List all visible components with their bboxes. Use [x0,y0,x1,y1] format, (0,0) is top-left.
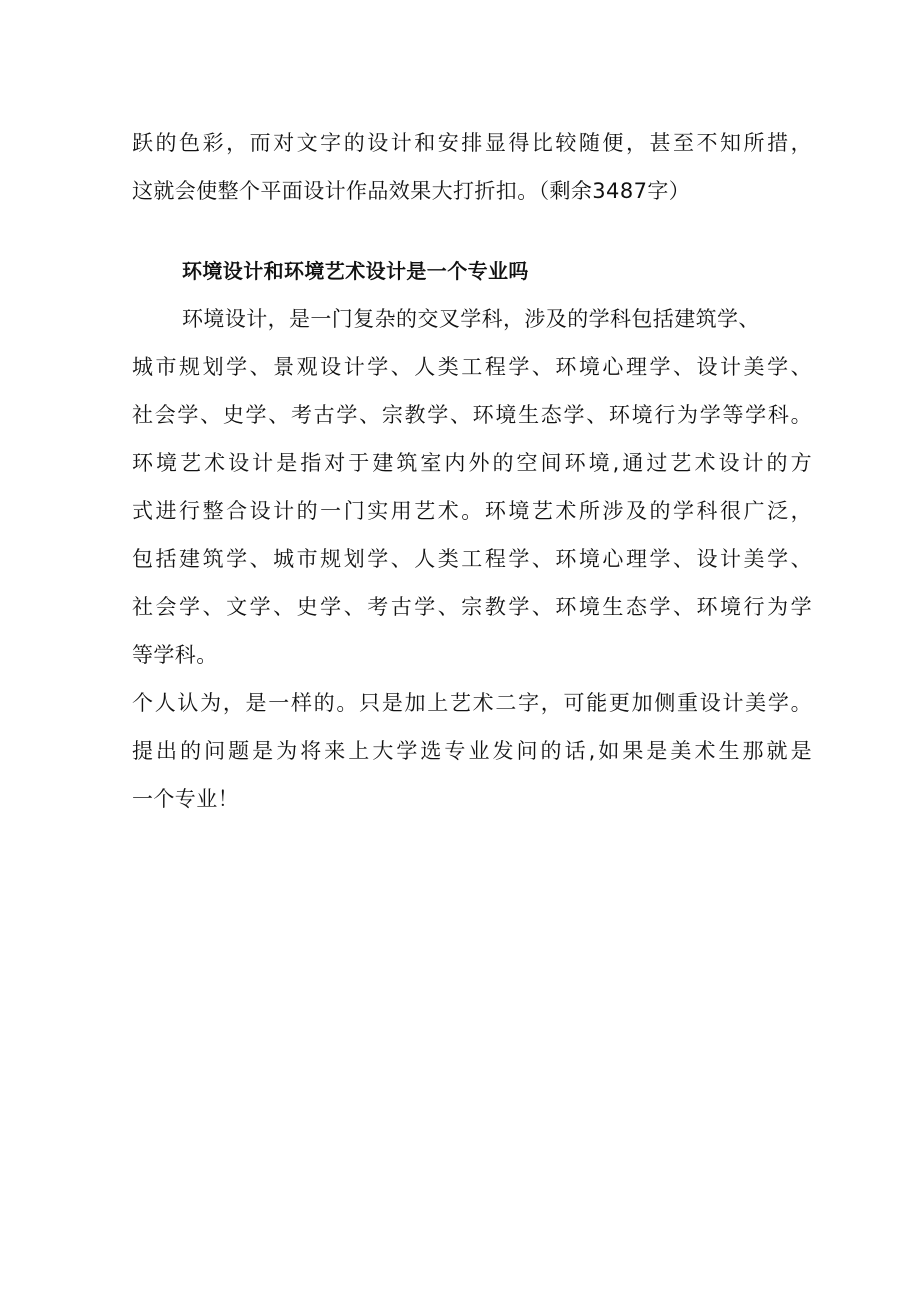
body-line: 等学科。 [132,643,218,667]
intro-line: 跃的色彩，而对文字的设计和安排显得比较随便，甚至不知所措， [132,131,812,155]
section-gap [132,215,812,247]
body-line: 环境艺术设计是指对于建筑室内外的空间环境,通过艺术设计的方 [132,451,812,475]
body-line: 环境设计，是一门复杂的交叉学科，涉及的学科包括建筑学、 [182,307,760,331]
intro-line-remaining-count: 这就会使整个平面设计作品效果大打折扣。（剩余3487字） [132,179,691,203]
body-line: 城市规划学、景观设计学、人类工程学、环境心理学、设计美学、 [132,355,812,379]
body-line: 式进行整合设计的一门实用艺术。环境艺术所涉及的学科很广泛， [132,499,812,523]
body-line: 一个专业！ [132,787,239,811]
body-line: 个人认为，是一样的。只是加上艺术二字，可能更加侧重设计美学。 [132,691,812,715]
article-body [132,295,812,823]
body-line: 社会学、文学、史学、考古学、宗教学、环境生态学、环境行为学 [132,595,812,619]
article-heading: 环境设计和环境艺术设计是一个专业吗 [182,259,529,283]
body-line: 社会学、史学、考古学、宗教学、环境生态学、环境行为学等学科。 [132,403,812,427]
body-line: 包括建筑学、城市规划学、人类工程学、环境心理学、设计美学、 [132,547,812,571]
body-line: 提出的问题是为将来上大学选专业发问的话,如果是美术生那就是 [132,739,812,763]
intro-paragraph [132,119,812,215]
document-content [132,119,812,823]
